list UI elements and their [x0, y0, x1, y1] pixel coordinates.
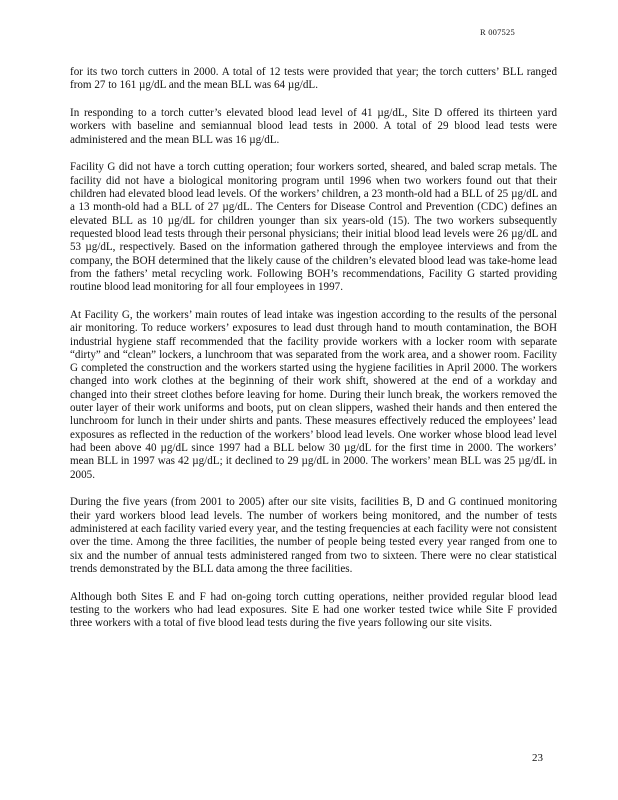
paragraph-followup-monitoring: During the five years (from 2001 to 2005) after our site visits, facilities B, D and G continued monitoring their yard workers blood lead levels. The number of workers being monitored, and the number of tests administered at each facility varied every year, and the testing frequencies at each facility were not consistent over the time. Among the three facilities, the number of people being tested every year ranged from one to six and the number of annual tests administered ranged from two to sixteen. There were no clear statistical trends demonstrated by the BLL data among the three facilities. — [70, 496, 557, 575]
paragraph-sites-e-f: Although both Sites E and F had on-going torch cutting operations, neither provided regular blood lead testing to the workers who had lead exposures. Site E had one worker tested twice while Site F provided three workers with a total of five blood lead tests during the five years following our site visits. — [70, 590, 557, 630]
body-text — [70, 66, 557, 645]
page-number: 23 — [532, 752, 543, 764]
paragraph-facility-g-background: Facility G did not have a torch cutting operation; four workers sorted, sheared, and baled scrap metals. The facility did not have a biological monitoring program until 1996 when two workers found out that their children had elevated blood lead levels. Of the workers’ children, a 23 month-old had a BLL of 25 µg/dL and a 13 month-old had a BLL of 27 µg/dL. The Centers for Disease Control and Prevention (CDC) defines an elevated BLL as 10 µg/dL for children younger than six years-old (15). The two workers subsequently requested blood lead tests through their personal physicians; their initial blood lead levels were 26 µg/dL and 53 µg/dL, respectively. Based on the information gathered through the employee interviews and from the company, the BOH determined that the likely cause of the children’s elevated blood lead was take-home lead from the fathers’ metal recycling work. Following BOH’s recommendations, Facility G started providing routine blood lead monitoring for all four employees in 1997. — [70, 161, 557, 294]
paragraph-facility-g-hygiene: At Facility G, the workers’ main routes of lead intake was ingestion according to the results of the personal air monitoring. To reduce workers’ exposures to lead dust through hand to mouth contamination, the BOH industrial hygiene staff recommended that the facility provide workers with a locker room with separate “dirty” and “clean” lockers, a lunchroom that was separated from the work area, and a shower room. Facility G completed the construction and the workers started using the hygiene facilities in April 2000. The workers changed into work clothes at the beginning of their work shift, showered at the end of a workday and changed into their street clothes before leaving for home. During their lunch break, the workers removed the outer layer of their work uniforms and boots, put on clean slippers, washed their hands and then entered the lunchroom for lunch in their under shirts and pants. These measures effectively reduced the employees’ lead exposures as reflected in the reduction of the workers’ blood lead levels. One worker whose blood lead level had been above 40 µg/dL since 1997 had a BLL below 30 µg/dL for the first time in 2000. The workers’ mean BLL in 1997 was 42 µg/dL; it declined to 29 µg/dL in 2000. The workers’ mean BLL was 25 µg/dL in 2005. — [70, 308, 557, 481]
paragraph-site-d: In responding to a torch cutter’s elevated blood lead level of 41 µg/dL, Site D offered its thirteen yard workers with baseline and semiannual blood lead tests in 2000. A total of 29 blood lead tests were administered and the mean BLL was 16 µg/dL. — [70, 107, 557, 146]
bates-number: R 007525 — [480, 27, 515, 37]
paragraph-torch-cutters-2000: for its two torch cutters in 2000. A total of 12 tests were provided that year; the torch cutters’ BLL ranged from 27 to 161 µg/dL and the mean BLL was 64 µg/dL. — [70, 66, 557, 92]
